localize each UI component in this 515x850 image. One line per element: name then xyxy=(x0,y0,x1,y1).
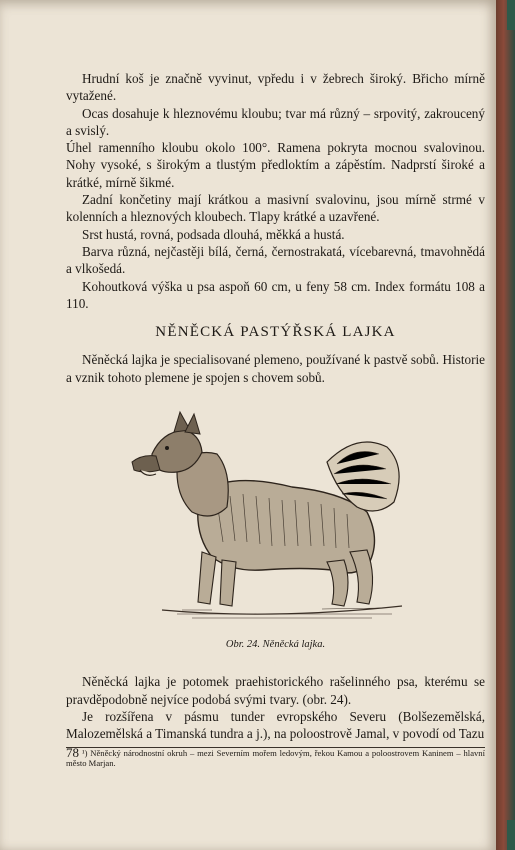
paragraph-height: Kohoutková výška u psa aspoň 60 cm, u feny 58 cm. Index formátu 108 a 110. xyxy=(66,278,485,311)
paragraph-distribution: Je rozšířena v pásmu tunder evropského Severu (Bolšezemělská, Malozemělská a Timanská tundra a j.), na poloostrově Jamal, v povodí od Tazu xyxy=(66,708,485,742)
paragraph-color: Barva různá, nejčastěji bílá, černá, černostrakatá, vícebarevná, tmavohnědá a vlkošedá. xyxy=(66,243,485,277)
page-text xyxy=(66,70,485,768)
paragraph-intro: Něněcká lajka je specialisované plemeno, používané k pastvě sobů. Historie a vznik tohoto plemene je spojen s chovem sobů. xyxy=(66,352,485,385)
paragraph-tail: Ocas dosahuje k hleznovému kloubu; tvar má různý – srpovitý, zakroucený a svislý. xyxy=(66,105,485,138)
page-number: 78 xyxy=(66,745,79,760)
paragraph-chest: Hrudní koš je značně vyvinut, vpředu i v žebrech široký. Břicho mírně vytažené. xyxy=(66,71,485,104)
dog-illustration xyxy=(122,392,422,627)
paragraph-origin: Něněcká lajka je potomek praehistorického rašelinného psa, kterému se pravděpodobně nejvíce podobá svými tvary. (obr. 24). xyxy=(66,674,485,707)
book-spine-edge xyxy=(496,0,515,850)
paragraph-hindlegs: Zadní končetiny mají krátkou a masivní svalovinu, jsou mírně strmé v kolenních a hleznových kloubech. Tlapy krátké a uzavřené. xyxy=(66,192,485,225)
footnote: ¹) Něněcký národnostní okruh – mezi Severním mořem ledovým, řekou Kamou a poloostrovem Kaninem – hlavní město Marjan. xyxy=(66,747,485,768)
figure-caption: Obr. 24. Něněcká lajka. xyxy=(225,639,326,651)
paragraph-coat: Srst hustá, rovná, podsada dlouhá, měkká a hustá. xyxy=(82,226,345,242)
paragraph-shoulder: Úhel ramenního kloubu okolo 100°. Ramena pokryta mocnou svalovinou. Nohy vysoké, s širokým a tlustým předloktím a zápěstím. Nadprstí široké a krátké, mírně šikmé. xyxy=(66,140,485,190)
section-heading: NĚNĚCKÁ PASTÝŘSKÁ LAJKA xyxy=(155,324,396,341)
figure-dog-illustration xyxy=(66,392,485,632)
